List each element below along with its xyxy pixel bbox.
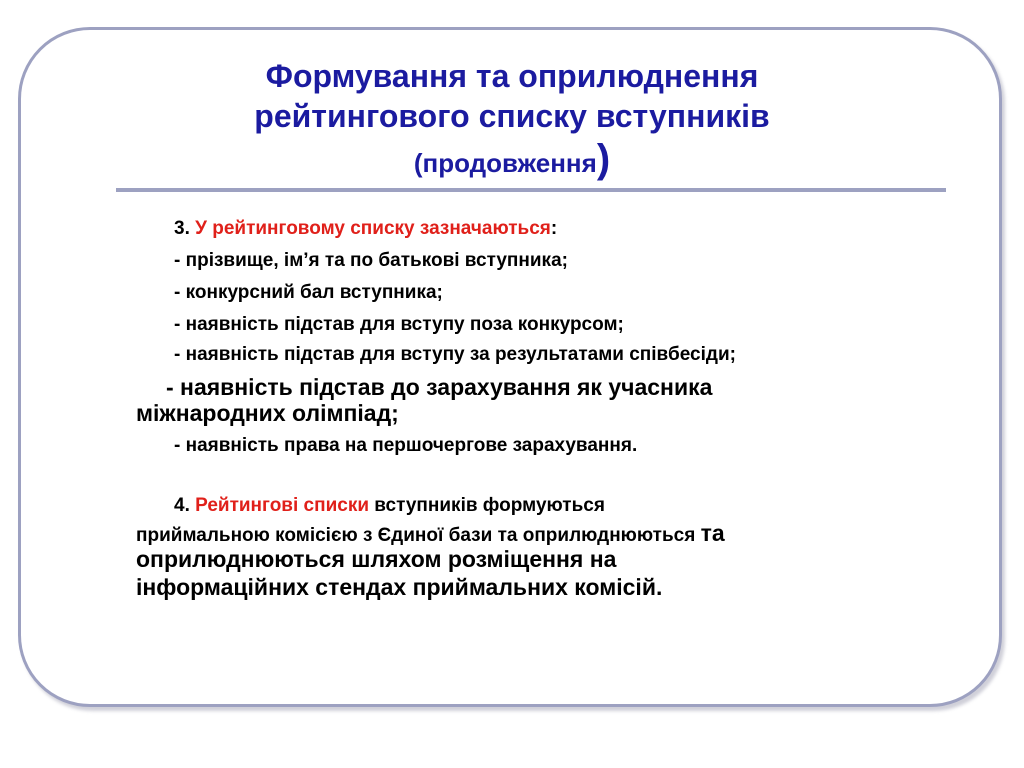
point-4-after-red: вступників формуються: [369, 495, 605, 516]
point-4-number: 4.: [174, 495, 196, 516]
title-closing-paren: ): [596, 137, 611, 181]
point-4-line-2-small: приймальною комісією з Єдиної бази та оприлюднюються: [136, 525, 701, 546]
point-4-line-1: [136, 494, 994, 518]
list-item-name: - прізвище, ім’я та по батькові вступника;: [174, 250, 568, 271]
list-item-score: - конкурсний бал вступника;: [174, 282, 443, 303]
point-3-number: 3.: [174, 218, 196, 239]
title-line-1: Формування та оприлюднення: [265, 58, 759, 94]
title-line-2: рейтингового списку вступників: [254, 98, 770, 134]
point-4-line-2-big: та: [700, 520, 725, 546]
point-3-heading-red: У рейтинговому списку зазначаються: [195, 218, 551, 239]
point-3-heading: [136, 217, 994, 241]
list-item-olympiad-line-2: міжнародних олімпіад;: [136, 400, 399, 426]
point-4-line-3: оприлюднюються шляхом розміщення на: [136, 546, 617, 572]
slide-title: [100, 56, 924, 186]
list-item-olympiad-line-1: - наявність підстав до зарахування як учасника: [166, 374, 713, 400]
title-line-3: [100, 136, 924, 186]
point-3-colon: :: [550, 218, 558, 239]
list-item-interview: - наявність підстав для вступу за результатами співбесіди;: [174, 344, 736, 365]
point-4-line-4: інформаційних стендах приймальних комісій.: [136, 574, 663, 600]
list-item-priority: - наявність права на першочергове зарахування.: [174, 435, 638, 456]
title-divider: [116, 188, 946, 192]
point-4-red: Рейтингові списки: [195, 495, 370, 516]
list-item-out-of-competition: - наявність підстав для вступу поза конкурсом;: [174, 314, 624, 335]
title-line-3-text: (продовження: [413, 148, 597, 178]
